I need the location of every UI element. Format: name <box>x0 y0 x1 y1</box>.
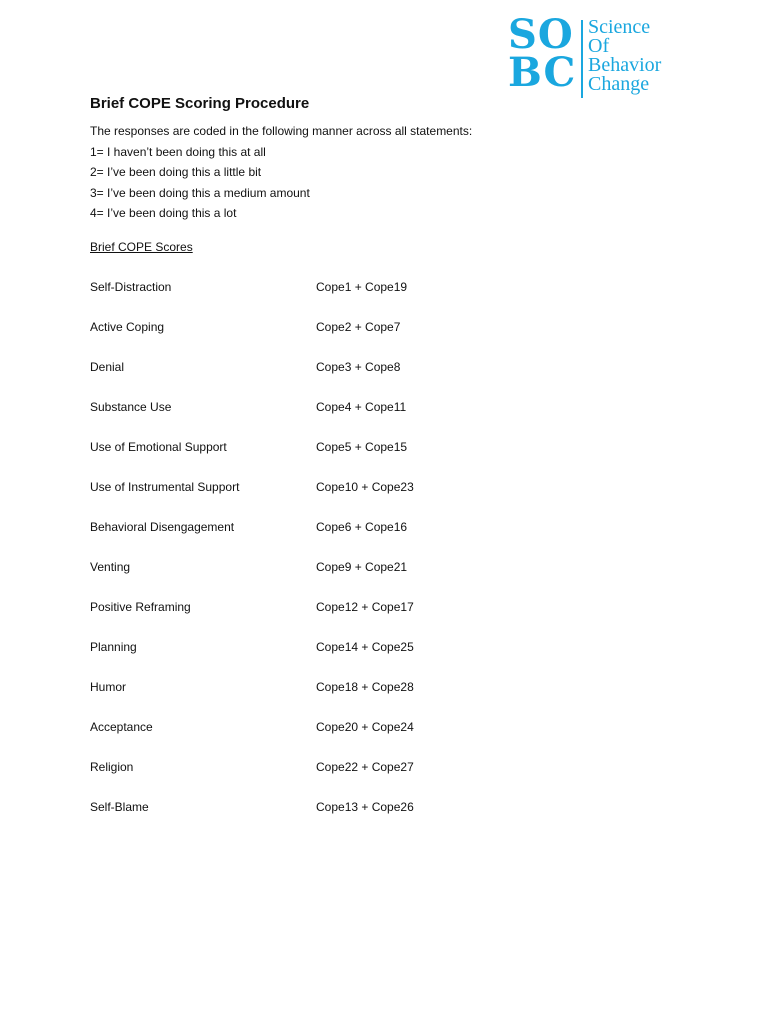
score-row <box>90 680 590 720</box>
score-formula: Cope13 + Cope26 <box>316 800 414 814</box>
score-label: Humor <box>90 680 127 694</box>
score-formula: Cope3 + Cope8 <box>316 360 401 374</box>
score-label: Substance Use <box>90 400 172 414</box>
score-row <box>90 440 590 480</box>
score-formula: Cope2 + Cope7 <box>316 320 401 334</box>
score-label: Denial <box>90 360 125 374</box>
coding-line: 3= I’ve been doing this a medium amount <box>90 185 310 200</box>
score-row <box>90 560 590 600</box>
score-label: Self-Blame <box>90 800 149 814</box>
score-label: Venting <box>90 560 131 574</box>
logo-letters <box>508 11 577 102</box>
response-coding <box>90 121 472 224</box>
score-formula: Cope10 + Cope23 <box>316 480 414 494</box>
logo-word: Science <box>588 16 651 38</box>
score-label: Use of Emotional Support <box>90 440 227 454</box>
score-row <box>90 600 590 640</box>
logo-divider <box>581 20 583 98</box>
coding-lead: The responses are coded in the following manner across all statements: <box>90 124 473 138</box>
score-row <box>90 760 590 800</box>
score-label: Planning <box>90 640 137 654</box>
score-label: Positive Reframing <box>90 600 191 614</box>
logo-letters-line2: BC <box>508 49 577 96</box>
score-row <box>90 520 590 560</box>
score-row <box>90 480 590 520</box>
score-row <box>90 640 590 680</box>
score-row <box>90 320 590 360</box>
coding-line: 4= I’ve been doing this a lot <box>90 206 237 220</box>
coding-line: 1= I haven’t been doing this at all <box>90 144 266 159</box>
logo-word: Of <box>588 35 610 57</box>
score-formula: Cope1 + Cope19 <box>316 280 408 294</box>
coding-line: 2= I’ve been doing this a little bit <box>90 165 262 179</box>
score-row <box>90 800 590 840</box>
logo-letters-line1: SO <box>508 11 574 58</box>
page-title: Brief COPE Scoring Procedure <box>90 95 310 112</box>
score-formula: Cope4 + Cope11 <box>316 400 407 414</box>
sobc-logo <box>508 11 676 102</box>
score-label: Active Coping <box>90 320 165 334</box>
score-row <box>90 360 590 400</box>
logo-words <box>588 18 680 94</box>
score-label: Behavioral Disengagement <box>90 520 235 534</box>
score-label: Acceptance <box>90 720 153 734</box>
score-formula: Cope14 + Cope25 <box>316 640 414 654</box>
score-formula: Cope12 + Cope17 <box>316 600 414 614</box>
logo-word: Behavior <box>588 54 662 76</box>
score-formula: Cope6 + Cope16 <box>316 520 408 534</box>
logo-word: Change <box>588 73 650 95</box>
score-formula: Cope22 + Cope27 <box>316 760 414 774</box>
score-formula: Cope20 + Cope24 <box>316 720 414 734</box>
score-label: Use of Instrumental Support <box>90 480 240 494</box>
scores-list <box>90 280 590 840</box>
score-formula: Cope5 + Cope15 <box>316 440 408 454</box>
score-formula: Cope9 + Cope21 <box>316 560 408 574</box>
score-row <box>90 720 590 760</box>
score-row <box>90 400 590 440</box>
score-row <box>90 280 590 320</box>
scores-heading: Brief COPE Scores <box>90 240 193 254</box>
score-label: Self-Distraction <box>90 280 172 294</box>
score-label: Religion <box>90 760 134 774</box>
score-formula: Cope18 + Cope28 <box>316 680 414 694</box>
